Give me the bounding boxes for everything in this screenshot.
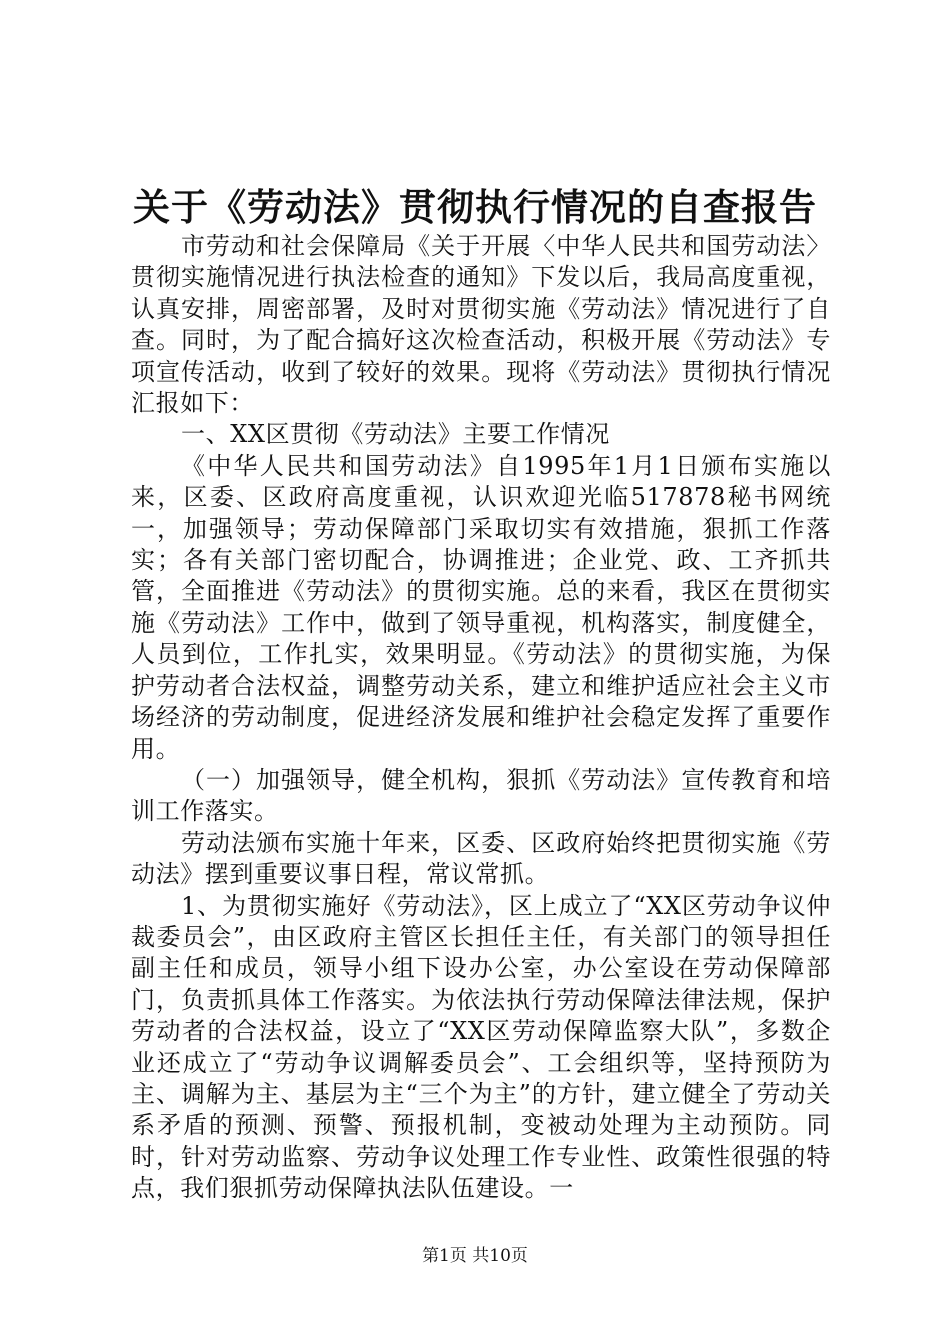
paragraph-leadership: 劳动法颁布实施十年来，区委、区政府始终把贯彻实施《劳动法》摆到重要议事日程，常议常抓。 bbox=[131, 828, 831, 889]
section-heading-1: 一、XX区贯彻《劳动法》主要工作情况 bbox=[181, 420, 610, 449]
document-title: 关于《劳动法》贯彻执行情况的自查报告 bbox=[133, 185, 817, 229]
paragraph-intro: 市劳动和社会保障局《关于开展〈中华人民共和国劳动法〉贯彻实施情况进行执法检查的通知》下发以后，我局高度重视，认真安排，周密部署，及时对贯彻实施《劳动法》情况进行了自查。同时，为了配合搞好这次检查活动，积极开展《劳动法》专项宣传活动，收到了较好的效果。现将《劳动法》贯彻执行情况汇报如下： bbox=[131, 232, 831, 418]
paragraph-overview: 《中华人民共和国劳动法》自1995年1月1日颁布实施以来，区委、区政府高度重视，认识欢迎光临517878秘书网统一，加强领导；劳动保障部门采取切实有效措施，狠抓工作落实；各有关部门密切配合，协调推进；企业党、政、工齐抓共管，全面推进《劳动法》的贯彻实施。总的来看，我区在贯彻实施《劳动法》工作中，做到了领导重视，机构落实，制度健全，人员到位，工作扎实，效果明显。《劳动法》的贯彻实施，为保护劳动者合法权益，调整劳动关系，建立和维护适应社会主义市场经济的劳动制度，促进经济发展和维护社会稳定发挥了重要作用。 bbox=[131, 451, 831, 763]
document-body bbox=[131, 231, 831, 1205]
subsection-heading-1: （一）加强领导，健全机构，狠抓《劳动法》宣传教育和培训工作落实。 bbox=[131, 765, 831, 826]
page-footer: 第1页 共10页 bbox=[422, 1246, 528, 1266]
paragraph-item-1: 1、为贯彻实施好《劳动法》，区上成立了“XX区劳动争议仲裁委员会”，由区政府主管区长担任主任，有关部门的领导担任副主任和成员，领导小组下设办公室，办公室设在劳动保障部门，负责抓具体工作落实。为依法执行劳动保障法律法规，保护劳动者的合法权益，设立了“XX区劳动保障监察大队”，多数企业还成立了“劳动争议调解委员会”、工会组织等，坚持预防为主、调解为主、基层为主“三个为主”的方针，建立健全了劳动关系矛盾的预测、预警、预报机制，变被动处理为主动预防。同时，针对劳动监察、劳动争议处理工作专业性、政策性很强的特点，我们狠抓劳动保障执法队伍建设。一 bbox=[131, 891, 831, 1203]
